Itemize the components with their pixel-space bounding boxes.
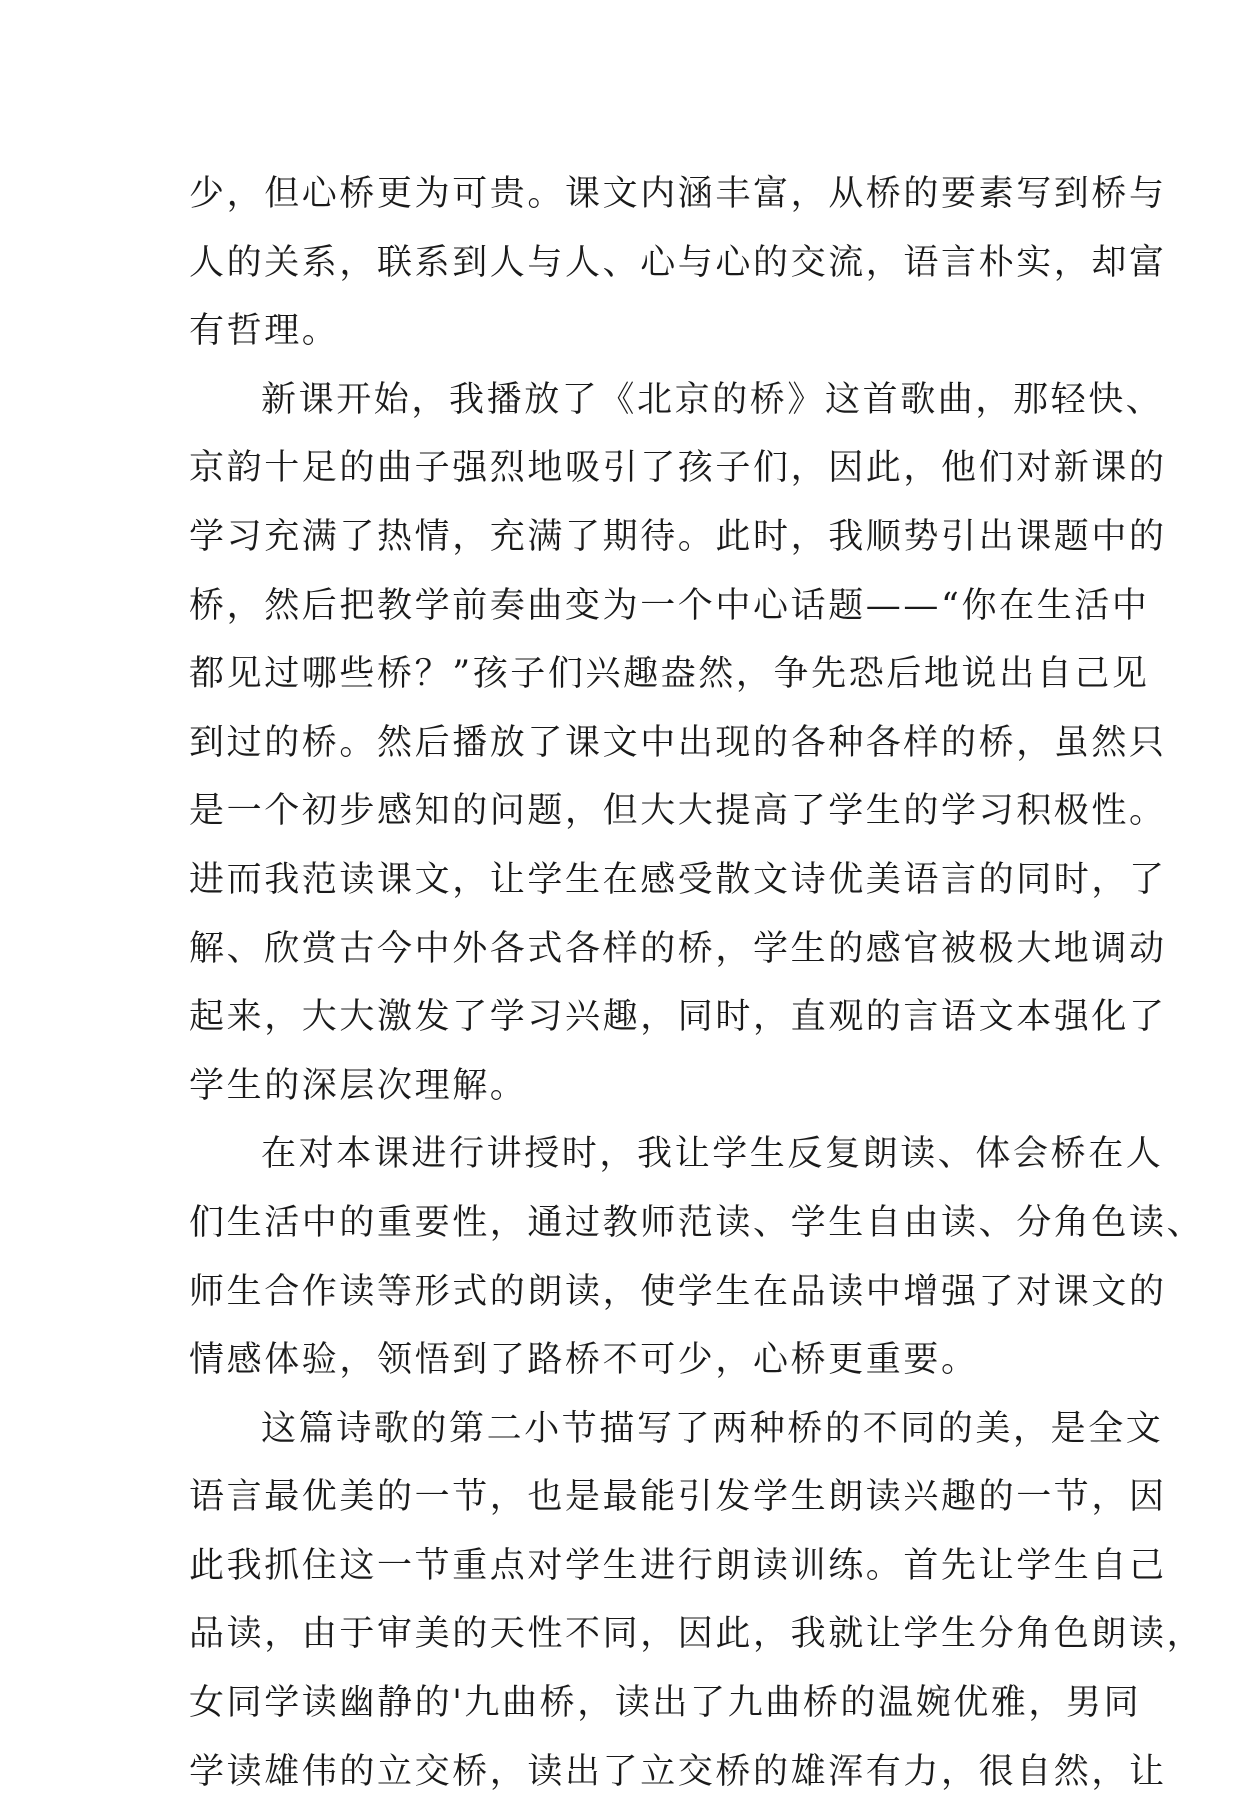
text-line: 都见过哪些桥？”孩子们兴趣盎然，争先恐后地说出自己见 (189, 654, 1150, 695)
text-line: 情感体验，领悟到了路桥不可少，心桥更重要。 (189, 1340, 979, 1381)
paragraph-first-line: 新课开始，我播放了《北京的桥》这首歌曲，那轻快、 (261, 379, 1164, 420)
text-line: 解、欣赏古今中外各式各样的桥，学生的感官被极大地调动 (189, 928, 1167, 969)
text-line: 京韵十足的曲子强烈地吸引了孩子们，因此，他们对新课的 (189, 448, 1167, 489)
body-text (189, 160, 1205, 1806)
text-line: 桥，然后把教学前奏曲变为一个中心话题——“你在生活中 (189, 585, 1150, 626)
text-line: 师生合作读等形式的朗读，使学生在品读中增强了对课文的 (189, 1271, 1167, 1312)
paragraph-first-line: 在对本课进行讲授时，我让学生反复朗读、体会桥在人 (261, 1134, 1164, 1175)
text-line: 女同学读幽静的'九曲桥，读出了九曲桥的温婉优雅，男同 (189, 1683, 1142, 1724)
text-line: 人的关系，联系到人与人、心与心的交流，语言朴实，却富 (189, 242, 1167, 283)
text-line: 学习充满了热情，充满了期待。此时，我顺势引出课题中的 (189, 516, 1167, 557)
paragraph-first-line: 这篇诗歌的第二小节描写了两种桥的不同的美，是全文 (261, 1408, 1164, 1449)
text-line: 语言最优美的一节，也是最能引发学生朗读兴趣的一节，因 (189, 1477, 1167, 1518)
text-line: 们生活中的重要性，通过教师范读、学生自由读、分角色读、 (189, 1202, 1205, 1243)
text-line: 学读雄伟的立交桥，读出了立交桥的雄浑有力，很自然，让 (189, 1751, 1167, 1792)
text-line: 进而我范读课文，让学生在感受散文诗优美语言的同时，了 (189, 859, 1167, 900)
text-line: 学生的深层次理解。 (189, 1065, 528, 1106)
text-line: 此我抓住这一节重点对学生进行朗读训练。首先让学生自己 (189, 1545, 1167, 1586)
text-line: 少，但心桥更为可贵。课文内涵丰富，从桥的要素写到桥与 (189, 174, 1167, 214)
text-line: 是一个初步感知的问题，但大大提高了学生的学习积极性。 (189, 791, 1167, 832)
text-line: 起来，大大激发了学习兴趣，同时，直观的言语文本强化了 (189, 997, 1167, 1038)
text-line: 有哲理。 (189, 311, 340, 352)
text-line: 到过的桥。然后播放了课文中出现的各种各样的桥，虽然只 (189, 722, 1167, 763)
text-line: 品读，由于审美的天性不同，因此，我就让学生分角色朗读， (189, 1614, 1205, 1655)
